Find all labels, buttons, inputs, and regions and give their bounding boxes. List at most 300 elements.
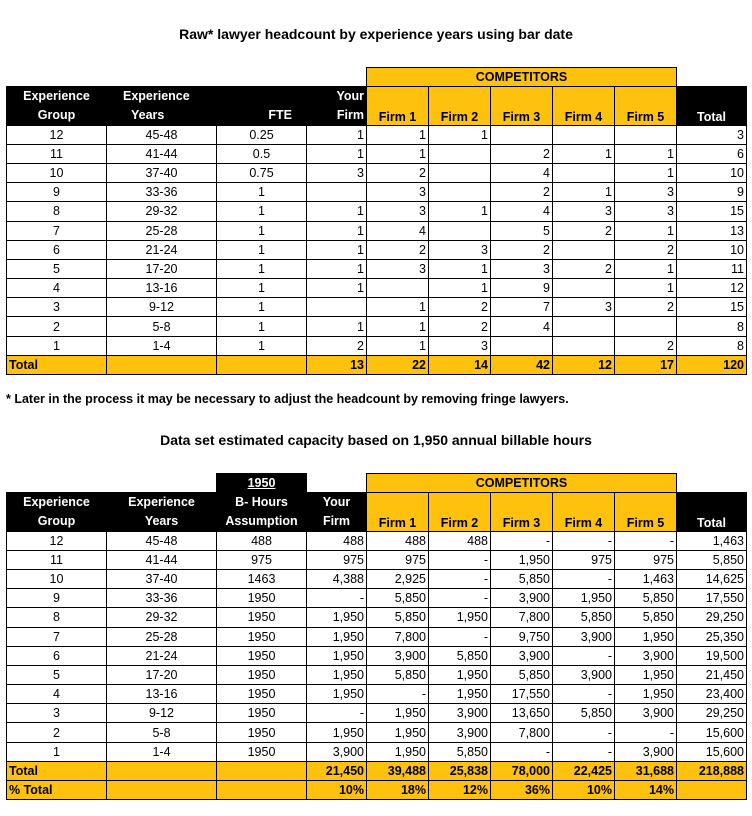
cell: 488: [429, 531, 491, 550]
cell: 1: [217, 317, 307, 336]
total-cell: 39,488: [367, 761, 429, 780]
col-total-header: Total: [677, 493, 747, 531]
cell: 1: [307, 221, 367, 240]
cell: 3: [553, 298, 615, 317]
cell: 1,950: [367, 723, 429, 742]
cell: 1: [615, 259, 677, 278]
cell: 1950: [217, 646, 307, 665]
cell: 11: [677, 259, 747, 278]
col-firm5-header: Firm 5: [615, 87, 677, 125]
total-cell: [107, 355, 217, 374]
col-years-header: Experience: [107, 493, 217, 512]
cell: 488: [307, 531, 367, 550]
cell: 1,950: [615, 665, 677, 684]
cell: 5,850: [615, 589, 677, 608]
table-row: [7, 550, 747, 569]
cell: 1,463: [615, 569, 677, 588]
cell: 0.75: [217, 163, 307, 182]
competitors-header: COMPETITORS: [367, 68, 677, 87]
cell: 1: [429, 125, 491, 144]
cell: 7,800: [491, 608, 553, 627]
table-row: [7, 685, 747, 704]
cell: 29,250: [677, 608, 747, 627]
cell: 4: [367, 221, 429, 240]
cell: 3: [367, 202, 429, 221]
table-row: [7, 665, 747, 684]
cell: 17,550: [677, 589, 747, 608]
cell: 1,950: [491, 550, 553, 569]
cell: 3,900: [491, 646, 553, 665]
cell: 2: [491, 240, 553, 259]
cell: 1: [307, 240, 367, 259]
total-cell: 78,000: [491, 761, 553, 780]
col-firm3-header: Firm 3: [491, 87, 553, 125]
cell: 5,850: [553, 608, 615, 627]
cell: [553, 317, 615, 336]
cell: -: [429, 550, 491, 569]
cell: [553, 336, 615, 355]
percent-total-row: [7, 781, 747, 800]
cell: 12: [7, 125, 107, 144]
cell: -: [615, 723, 677, 742]
cell: 1: [307, 202, 367, 221]
cell: 17,550: [491, 685, 553, 704]
total-cell: % Total: [7, 781, 107, 800]
cell: 975: [615, 550, 677, 569]
cell: 1: [615, 144, 677, 163]
cell: [307, 298, 367, 317]
col-years-header-2: Years: [107, 512, 217, 531]
total-row: [7, 761, 747, 780]
cell: 7: [7, 221, 107, 240]
cell: 1463: [217, 569, 307, 588]
cell: 1: [367, 298, 429, 317]
cell: 1950: [217, 742, 307, 761]
cell: 9: [677, 183, 747, 202]
assumption-value: 1950: [217, 474, 307, 493]
total-cell: 31,688: [615, 761, 677, 780]
table-row: [7, 221, 747, 240]
cell: 29,250: [677, 704, 747, 723]
cell: 2: [7, 317, 107, 336]
cell: 2,925: [367, 569, 429, 588]
total-cell: 120: [677, 355, 747, 374]
cell: 23,400: [677, 685, 747, 704]
cell: 1: [217, 202, 307, 221]
col-yourfirm-header: Your: [307, 87, 367, 106]
table-row: [7, 336, 747, 355]
cell: 1950: [217, 685, 307, 704]
cell: 1,950: [307, 723, 367, 742]
cell: 5: [491, 221, 553, 240]
total-cell: [217, 355, 307, 374]
cell: -: [553, 569, 615, 588]
cell: 8: [7, 608, 107, 627]
total-cell: [107, 781, 217, 800]
cell: 5-8: [107, 317, 217, 336]
cell: 25,350: [677, 627, 747, 646]
cell: 21-24: [107, 646, 217, 665]
cell: 3,900: [429, 704, 491, 723]
cell: 5,850: [553, 704, 615, 723]
cell: 5,850: [677, 550, 747, 569]
cell: 1,950: [429, 665, 491, 684]
col-firm1-header: Firm 1: [367, 493, 429, 531]
cell: 13-16: [107, 279, 217, 298]
cell: 488: [367, 531, 429, 550]
cell: 10: [677, 163, 747, 182]
cell: 4: [491, 163, 553, 182]
table-row: [7, 627, 747, 646]
cell: 15: [677, 202, 747, 221]
cell: 7: [491, 298, 553, 317]
cell: 21,450: [677, 665, 747, 684]
cell: 1: [429, 279, 491, 298]
cell: 1: [307, 279, 367, 298]
cell: 8: [677, 317, 747, 336]
cell: 1: [7, 742, 107, 761]
cell: 41-44: [107, 144, 217, 163]
table-row: [7, 298, 747, 317]
cell: 2: [307, 336, 367, 355]
total-cell: [217, 761, 307, 780]
cell: 25-28: [107, 221, 217, 240]
cell: 3,900: [429, 723, 491, 742]
cell: [307, 183, 367, 202]
cell: 8: [677, 336, 747, 355]
cell: 5: [7, 259, 107, 278]
cell: 1-4: [107, 336, 217, 355]
cell: 11: [7, 144, 107, 163]
cell: 1: [553, 144, 615, 163]
cell: 1,950: [553, 589, 615, 608]
cell: 1: [367, 144, 429, 163]
cell: -: [491, 531, 553, 550]
cell: 3: [491, 259, 553, 278]
cell: [367, 279, 429, 298]
cell: 9: [7, 589, 107, 608]
cell: 1: [307, 317, 367, 336]
cell: 3,900: [615, 742, 677, 761]
cell: 1: [217, 183, 307, 202]
cell: -: [615, 531, 677, 550]
total-cell: 18%: [367, 781, 429, 800]
cell: 3: [553, 202, 615, 221]
cell: 7,800: [491, 723, 553, 742]
cell: 6: [677, 144, 747, 163]
cell: 8: [7, 202, 107, 221]
cell: 3: [615, 183, 677, 202]
cell: 10: [677, 240, 747, 259]
cell: 1: [367, 125, 429, 144]
cell: 1,950: [429, 685, 491, 704]
col-yourfirm-header: Your: [307, 493, 367, 512]
table-row: [7, 279, 747, 298]
cell: 3: [367, 183, 429, 202]
cell: 2: [615, 336, 677, 355]
total-cell: 42: [491, 355, 553, 374]
cell: 29-32: [107, 608, 217, 627]
cell: 13-16: [107, 685, 217, 704]
total-cell: 22: [367, 355, 429, 374]
cell: 5-8: [107, 723, 217, 742]
col-firm3-header: Firm 3: [491, 493, 553, 531]
cell: 975: [367, 550, 429, 569]
cell: 33-36: [107, 183, 217, 202]
cell: [429, 183, 491, 202]
total-cell: 14%: [615, 781, 677, 800]
total-cell: 10%: [307, 781, 367, 800]
cell: 4,388: [307, 569, 367, 588]
cell: 3,900: [307, 742, 367, 761]
cell: 3,900: [615, 646, 677, 665]
capacity-title: Data set estimated capacity based on 1,950 annual billable hours: [160, 432, 592, 448]
cell: 1,950: [307, 685, 367, 704]
cell: 9-12: [107, 704, 217, 723]
cell: 17-20: [107, 665, 217, 684]
capacity-table: [6, 473, 747, 800]
cell: [553, 125, 615, 144]
cell: 2: [429, 298, 491, 317]
total-cell: 12%: [429, 781, 491, 800]
cell: 6: [7, 646, 107, 665]
table-row: [7, 723, 747, 742]
cell: 2: [615, 240, 677, 259]
cell: -: [553, 685, 615, 704]
col-total-header: Total: [677, 87, 747, 125]
cell: 1950: [217, 627, 307, 646]
cell: 1: [615, 221, 677, 240]
cell: 12: [677, 279, 747, 298]
cell: 19,500: [677, 646, 747, 665]
table-row: [7, 125, 747, 144]
cell: 21-24: [107, 240, 217, 259]
cell: 488: [217, 531, 307, 550]
cell: -: [307, 589, 367, 608]
headcount-table: [6, 67, 747, 375]
cell: 1,950: [307, 646, 367, 665]
cell: 3: [429, 336, 491, 355]
col-group-header-2: Group: [7, 106, 107, 125]
cell: 9: [491, 279, 553, 298]
table-row: [7, 144, 747, 163]
cell: 1950: [217, 704, 307, 723]
cell: 9: [7, 183, 107, 202]
cell: 33-36: [107, 589, 217, 608]
cell: 2: [429, 317, 491, 336]
col-firm4-header: Firm 4: [553, 87, 615, 125]
cell: 15,600: [677, 742, 747, 761]
cell: 1,950: [615, 685, 677, 704]
cell: 4: [491, 202, 553, 221]
cell: [615, 125, 677, 144]
cell: 1,950: [307, 608, 367, 627]
cell: 6: [7, 240, 107, 259]
total-row: [7, 355, 747, 374]
cell: -: [307, 704, 367, 723]
cell: 2: [553, 221, 615, 240]
cell: 1: [429, 202, 491, 221]
cell: [491, 336, 553, 355]
col-firm1-header: Firm 1: [367, 87, 429, 125]
cell: 4: [491, 317, 553, 336]
cell: 1,950: [429, 608, 491, 627]
cell: [553, 240, 615, 259]
cell: 1: [7, 336, 107, 355]
cell: -: [429, 589, 491, 608]
table-row: [7, 163, 747, 182]
cell: 13,650: [491, 704, 553, 723]
cell: 1: [307, 125, 367, 144]
cell: -: [553, 742, 615, 761]
cell: 4: [7, 685, 107, 704]
cell: 1950: [217, 665, 307, 684]
cell: 975: [553, 550, 615, 569]
cell: 0.25: [217, 125, 307, 144]
cell: 5,850: [491, 569, 553, 588]
cell: 1: [217, 298, 307, 317]
cell: 17-20: [107, 259, 217, 278]
cell: 2: [491, 183, 553, 202]
cell: 2: [615, 298, 677, 317]
cell: 3: [7, 298, 107, 317]
cell: 2: [553, 259, 615, 278]
cell: 1,950: [367, 742, 429, 761]
total-cell: Total: [7, 355, 107, 374]
cell: 3,900: [553, 665, 615, 684]
cell: 1,463: [677, 531, 747, 550]
total-cell: 12: [553, 355, 615, 374]
cell: 1: [307, 259, 367, 278]
cell: 5,850: [429, 742, 491, 761]
cell: 14,625: [677, 569, 747, 588]
col-yourfirm-header-2: Firm: [307, 106, 367, 125]
cell: 25-28: [107, 627, 217, 646]
cell: 3: [7, 704, 107, 723]
col-years-header: Experience: [107, 87, 217, 106]
col-assumption-header: B- Hours: [217, 493, 307, 512]
competitors-header: COMPETITORS: [367, 474, 677, 493]
cell: 5,850: [367, 665, 429, 684]
total-cell: Total: [7, 761, 107, 780]
cell: 1: [615, 163, 677, 182]
cell: 37-40: [107, 569, 217, 588]
col-assumption-header-2: Assumption: [217, 512, 307, 531]
cell: 5,850: [367, 589, 429, 608]
cell: [615, 317, 677, 336]
total-cell: 36%: [491, 781, 553, 800]
cell: 0.5: [217, 144, 307, 163]
cell: [491, 125, 553, 144]
col-group-header-2: Group: [7, 512, 107, 531]
cell: [429, 163, 491, 182]
cell: 1,950: [367, 704, 429, 723]
cell: -: [553, 531, 615, 550]
cell: 1: [615, 279, 677, 298]
total-cell: 17: [615, 355, 677, 374]
cell: 5,850: [367, 608, 429, 627]
table-row: [7, 569, 747, 588]
col-fte-header: FTE: [217, 106, 307, 125]
cell: 1: [429, 259, 491, 278]
cell: -: [429, 569, 491, 588]
total-cell: [217, 781, 307, 800]
cell: -: [553, 723, 615, 742]
cell: 1: [367, 317, 429, 336]
cell: 4: [7, 279, 107, 298]
cell: [429, 221, 491, 240]
cell: 1,950: [307, 665, 367, 684]
cell: 1: [217, 221, 307, 240]
cell: 2: [367, 240, 429, 259]
total-cell: 14: [429, 355, 491, 374]
total-cell: 25,838: [429, 761, 491, 780]
cell: 5,850: [615, 608, 677, 627]
cell: -: [367, 685, 429, 704]
col-group-header: Experience: [7, 493, 107, 512]
cell: 3: [429, 240, 491, 259]
table-row: [7, 183, 747, 202]
table-row: [7, 531, 747, 550]
cell: 2: [367, 163, 429, 182]
cell: 3: [307, 163, 367, 182]
cell: 975: [217, 550, 307, 569]
cell: 41-44: [107, 550, 217, 569]
cell: 1: [217, 259, 307, 278]
cell: 1: [217, 240, 307, 259]
cell: 3,900: [553, 627, 615, 646]
total-cell: 22,425: [553, 761, 615, 780]
cell: 12: [7, 531, 107, 550]
cell: -: [553, 646, 615, 665]
cell: 7: [7, 627, 107, 646]
col-years-header-2: Years: [107, 106, 217, 125]
cell: 9-12: [107, 298, 217, 317]
cell: 3: [367, 259, 429, 278]
cell: 1: [307, 144, 367, 163]
cell: 10: [7, 163, 107, 182]
table-row: [7, 704, 747, 723]
total-cell: 10%: [553, 781, 615, 800]
cell: 13: [677, 221, 747, 240]
cell: 11: [7, 550, 107, 569]
cell: 3: [677, 125, 747, 144]
cell: 1,950: [615, 627, 677, 646]
cell: 45-48: [107, 531, 217, 550]
col-firm2-header: Firm 2: [429, 493, 491, 531]
cell: 3,900: [615, 704, 677, 723]
col-yourfirm-header-2: Firm: [307, 512, 367, 531]
total-cell: 218,888: [677, 761, 747, 780]
headcount-title: Raw* lawyer headcount by experience years using bar date: [179, 26, 573, 42]
col-firm4-header: Firm 4: [553, 493, 615, 531]
cell: 1950: [217, 589, 307, 608]
cell: 2: [7, 723, 107, 742]
total-cell: 21,450: [307, 761, 367, 780]
total-cell: 13: [307, 355, 367, 374]
table-row: [7, 240, 747, 259]
cell: -: [429, 627, 491, 646]
col-group-header: Experience: [7, 87, 107, 106]
cell: 1: [217, 279, 307, 298]
cell: 1: [553, 183, 615, 202]
cell: 1: [367, 336, 429, 355]
col-firm2-header: Firm 2: [429, 87, 491, 125]
table-row: [7, 202, 747, 221]
table-row: [7, 259, 747, 278]
cell: [553, 279, 615, 298]
cell: 9,750: [491, 627, 553, 646]
